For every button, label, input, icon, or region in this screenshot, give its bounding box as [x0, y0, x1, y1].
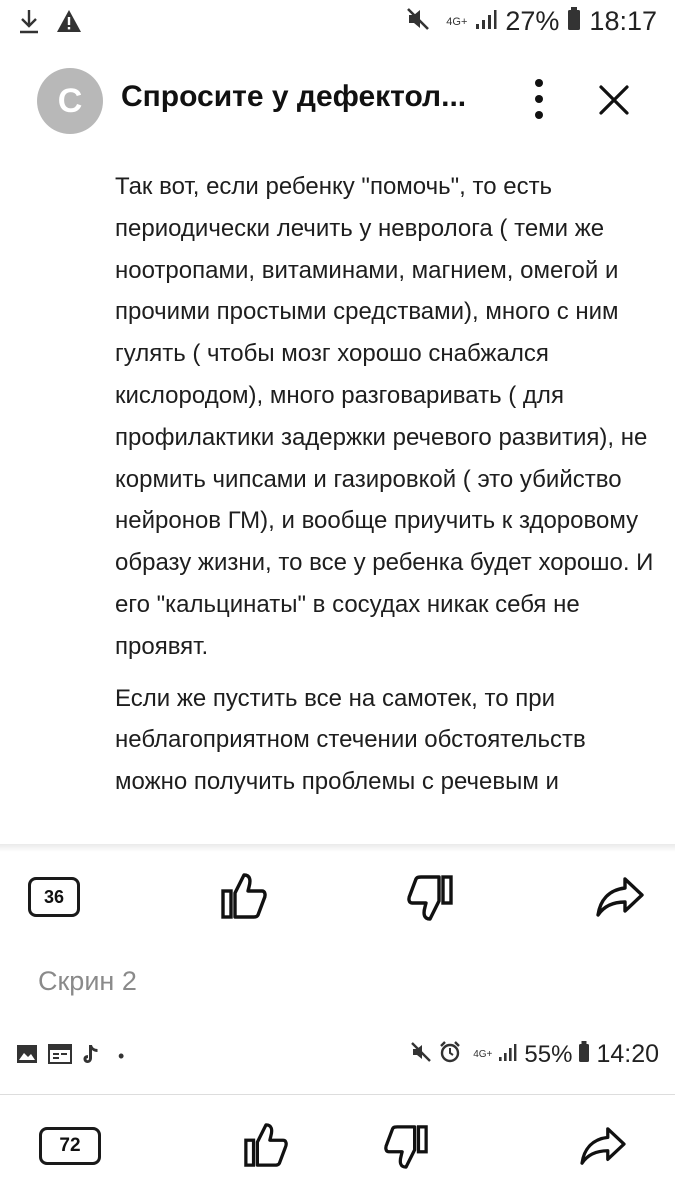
warning-icon [56, 9, 82, 38]
dislike-button[interactable] [382, 1122, 430, 1172]
status-bar [0, 0, 675, 46]
share-button[interactable] [578, 1124, 628, 1168]
article-paragraph: Если же пустить все на самотек, то при неблагоприятном стечении обстоятельств можно получить проблемы с речевым и [115, 684, 586, 796]
close-button[interactable] [591, 77, 637, 123]
more-options-button[interactable] [521, 76, 557, 122]
divider [0, 1094, 675, 1095]
like-button[interactable] [218, 870, 270, 922]
action-bar-2 [0, 1110, 675, 1180]
thumbs-up-icon [243, 1121, 289, 1169]
thumbs-down-icon [406, 873, 454, 923]
download-icon [18, 8, 40, 39]
clock: 14:20 [596, 1040, 659, 1068]
comments-icon [28, 877, 80, 917]
signal-icon [498, 1042, 518, 1067]
like-button[interactable] [242, 1120, 290, 1170]
battery-percent: 27% [505, 6, 560, 36]
share-icon [579, 1125, 627, 1167]
avatar[interactable]: С [37, 68, 103, 134]
gallery-icon [16, 1044, 38, 1069]
page-title[interactable]: Спросите у дефектол... [121, 80, 467, 113]
network-label: 4G+ [446, 15, 468, 28]
caption: Скрин 2 [38, 966, 137, 996]
alarm-icon [439, 1041, 461, 1068]
clock: 18:17 [589, 6, 657, 36]
mute-icon [411, 1042, 433, 1067]
calendar-icon [48, 1044, 72, 1069]
battery-icon [567, 7, 581, 36]
thumbs-down-icon [383, 1123, 429, 1171]
action-bar-shadow [0, 844, 675, 852]
battery-percent: 55% [524, 1040, 573, 1068]
signal-icon [475, 8, 497, 35]
battery-icon [578, 1041, 590, 1068]
close-icon [591, 77, 637, 123]
comments-count: 36 [43, 886, 65, 907]
comments-button[interactable] [38, 1126, 102, 1166]
article-header [0, 62, 675, 138]
network-label: 4G+ [473, 1049, 493, 1060]
share-button[interactable] [594, 874, 646, 920]
tiktok-icon [82, 1044, 100, 1069]
dot-icon: • [118, 1046, 125, 1066]
mute-icon [406, 7, 432, 36]
status-bar-2 [0, 1038, 675, 1078]
more-vertical-icon [521, 76, 557, 122]
share-icon [595, 875, 645, 919]
action-bar [0, 862, 675, 932]
comments-button[interactable] [26, 876, 82, 918]
thumbs-up-icon [220, 871, 268, 921]
comments-count: 72 [59, 1135, 81, 1156]
dislike-button[interactable] [404, 872, 456, 924]
comments-icon [39, 1127, 101, 1165]
article-paragraph: Так вот, если ребенку "помочь", то есть периодически лечить у невролога ( теми же ноотропами, витаминами, магнием, омегой и прочими простыми средствами), много с ним гулять ( чтобы мозг хорошо снабжался кислородом), много разговаривать ( для профилактики задержки речевого развития), не кормить чипсами и газировкой ( это убийство нейронов ГМ), и вообще приучить к здоровому образу жизни, то все у ребенка будет хорошо. И его "кальцинаты" в сосудах никак себя не проявят. [115, 173, 654, 660]
article-body [115, 166, 655, 846]
